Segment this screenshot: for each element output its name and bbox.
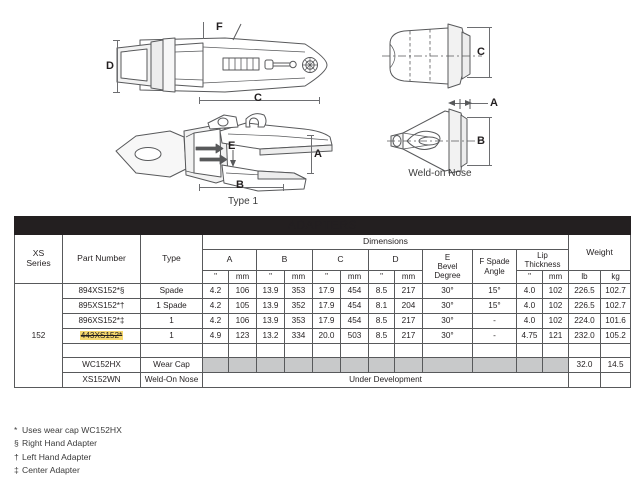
dimension-ext-nose-c-top: [467, 27, 492, 28]
header-f-line2: Angle: [484, 266, 505, 276]
dimension-tick-d-top: [113, 40, 120, 41]
dimension-label-nose-c: C: [477, 46, 486, 58]
dimension-tick-b-left: [199, 184, 200, 191]
cell-weight-kg: 102.7: [601, 299, 631, 314]
cell-a-mm: 106: [229, 314, 257, 329]
cell-part-number[interactable]: [63, 284, 141, 299]
dimension-tick-d-bottom: [113, 92, 120, 93]
dimension-ext-nose-b-top: [467, 117, 492, 118]
footnote-symbol: §: [14, 438, 19, 449]
cell-type: 1: [141, 314, 203, 329]
cell-c-mm: 454: [341, 299, 369, 314]
cell-a-mm: 106: [229, 284, 257, 299]
cell-type: Spade: [141, 284, 203, 299]
cell-type: 1 Spade: [141, 299, 203, 314]
weld-on-nose-side-view-drawing: [382, 22, 492, 92]
cell-shaded: [423, 358, 473, 373]
unit-d-mm: mm: [395, 271, 423, 284]
spacer-cell: [257, 344, 285, 358]
nose-view-caption: Weld-on Nose: [408, 168, 472, 179]
cell-b-mm: 352: [285, 299, 313, 314]
dimension-line-nose-b: [489, 117, 490, 165]
cell-shaded: [257, 358, 285, 373]
cell-e-bevel: 30°: [423, 284, 473, 299]
spacer-cell: [285, 344, 313, 358]
cell-b-in: 13.9: [257, 284, 285, 299]
cell-d-in: 8.5: [369, 314, 395, 329]
spacer-cell: [569, 344, 601, 358]
header-xs-series: [15, 235, 63, 284]
cell-d-mm: 217: [395, 314, 423, 329]
table-title: ADAPTERS: [15, 217, 631, 235]
cell-shaded: [543, 358, 569, 373]
dimension-label-e: E: [228, 140, 236, 152]
table-title-row: [15, 217, 631, 235]
header-type: Type: [141, 235, 203, 284]
cell-d-in: 8.5: [369, 329, 395, 344]
cell-part-number[interactable]: XS152WN: [63, 373, 141, 388]
dimension-line-a: [311, 135, 312, 173]
dimension-label-b: B: [236, 179, 245, 191]
cell-b-mm: 334: [285, 329, 313, 344]
spacer-cell: [601, 344, 631, 358]
cell-shaded: [517, 358, 543, 373]
header-xs-series-line1: XS: [32, 248, 45, 259]
table-row[interactable]: [15, 314, 631, 329]
cell-shaded: [369, 358, 395, 373]
cell-d-in: 8.5: [369, 284, 395, 299]
cell-weight-kg: 101.6: [601, 314, 631, 329]
unit-c-mm: mm: [341, 271, 369, 284]
cell-lip-mm: 102: [543, 314, 569, 329]
part-number-text-highlighted: 443XS152*: [80, 331, 123, 341]
cell-weight-kg: 14.5: [601, 358, 631, 373]
cell-a-in: 4.2: [203, 299, 229, 314]
cell-shaded: [229, 358, 257, 373]
cell-d-mm: 217: [395, 329, 423, 344]
cell-a-mm: 105: [229, 299, 257, 314]
spacer-cell: [423, 344, 473, 358]
table-row[interactable]: [15, 299, 631, 314]
cell-lip-in: 4.75: [517, 329, 543, 344]
spacer-cell: [141, 344, 203, 358]
header-e-line1: E: [444, 252, 451, 262]
spacer-cell: [203, 344, 229, 358]
cell-lip-mm: 121: [543, 329, 569, 344]
table-row[interactable]: [15, 329, 631, 344]
header-dimensions: Dimensions: [203, 235, 569, 250]
cell-b-mm: 353: [285, 314, 313, 329]
header-e-line2: Bevel: [437, 261, 458, 271]
unit-weight-lb: lb: [569, 271, 601, 284]
footnote-item: [14, 464, 122, 477]
cell-part-number[interactable]: WC152HX: [63, 358, 141, 373]
footnote-symbol: ‡: [14, 464, 19, 475]
cell-shaded: [395, 358, 423, 373]
cell-a-in: 4.2: [203, 284, 229, 299]
cell-xs-series: 152: [15, 284, 63, 388]
adapters-table: [14, 216, 631, 388]
dimension-leader-e-arrow: [229, 150, 239, 168]
header-lip-line2: Thickness: [524, 260, 561, 269]
spacer-cell: [517, 344, 543, 358]
cell-c-mm: 503: [341, 329, 369, 344]
header-dim-a: A: [203, 250, 257, 271]
dimension-line-d: [117, 40, 118, 92]
dimension-label-c: C: [254, 92, 263, 104]
technical-drawings-area: [0, 0, 640, 215]
cell-weight-kg: [601, 373, 631, 388]
cell-lip-mm: 102: [543, 284, 569, 299]
table-row-wear-cap[interactable]: [15, 358, 631, 373]
dimension-tick-a-top: [307, 135, 314, 136]
cell-weight-lb: 226.5: [569, 299, 601, 314]
cell-weight-lb: 226.5: [569, 284, 601, 299]
cell-f-spade: 15°: [473, 284, 517, 299]
cell-type: Wear Cap: [141, 358, 203, 373]
cell-shaded: [285, 358, 313, 373]
cell-shaded: [473, 358, 517, 373]
unit-weight-kg: kg: [601, 271, 631, 284]
table-spacer-row: [15, 344, 631, 358]
cell-f-spade: -: [473, 314, 517, 329]
cell-d-in: 8.1: [369, 299, 395, 314]
unit-a-mm: mm: [229, 271, 257, 284]
unit-a-in: ": [203, 271, 229, 284]
cell-lip-in: 4.0: [517, 284, 543, 299]
cell-a-in: 4.2: [203, 314, 229, 329]
cell-b-in: 13.2: [257, 329, 285, 344]
dimension-label-d: D: [106, 60, 115, 72]
cell-f-spade: 15°: [473, 299, 517, 314]
cell-part-number[interactable]: [63, 314, 141, 329]
cell-weight-lb: [569, 373, 601, 388]
footnotes-list: [14, 424, 122, 477]
cell-status-under-development: Under Development: [203, 373, 569, 388]
cell-a-mm: 123: [229, 329, 257, 344]
spacer-cell: [369, 344, 395, 358]
dimension-tick-c-left: [199, 97, 200, 104]
dimension-leader-f-slash: [231, 22, 253, 42]
table-group-header-row: [15, 235, 631, 250]
header-dim-d: D: [369, 250, 423, 271]
cell-d-mm: 217: [395, 284, 423, 299]
unit-lip-in: ": [517, 271, 543, 284]
header-lip-line1: Lip: [537, 250, 548, 260]
spacer-cell: [543, 344, 569, 358]
dimension-label-nose-a: A: [490, 97, 499, 109]
footnote-item: [14, 451, 122, 464]
cell-weight-kg: 105.2: [601, 329, 631, 344]
spacer-cell: [229, 344, 257, 358]
cell-weight-kg: 102.7: [601, 284, 631, 299]
cell-lip-in: 4.0: [517, 314, 543, 329]
header-xs-series-line2: Series: [26, 258, 51, 268]
footnote-text: Center Adapter: [22, 464, 80, 475]
cell-type: Weld-On Nose: [141, 373, 203, 388]
cell-b-mm: 353: [285, 284, 313, 299]
cell-shaded: [203, 358, 229, 373]
dimension-line-nose-c: [489, 27, 490, 77]
cell-shaded: [313, 358, 341, 373]
dimension-label-f: F: [216, 21, 223, 33]
header-f-line1: F Spade: [479, 257, 510, 267]
footnote-symbol: †: [14, 451, 19, 462]
footnote-symbol: *: [14, 425, 18, 435]
cell-c-in: 17.9: [313, 314, 341, 329]
dimension-label-nose-b: B: [477, 135, 486, 147]
footnote-text: Uses wear cap WC152HX: [22, 425, 122, 435]
cell-weight-lb: 224.0: [569, 314, 601, 329]
part-number-text: 896XS152*‡: [78, 316, 125, 326]
footnote-text: Right Hand Adapter: [22, 438, 98, 449]
cell-c-in: 17.9: [313, 284, 341, 299]
header-e-line3: Degree: [434, 271, 461, 281]
footnote-text: Left Hand Adapter: [22, 451, 92, 462]
part-number-text: 894XS152*§: [78, 286, 125, 296]
unit-lip-mm: mm: [543, 271, 569, 284]
cell-c-mm: 454: [341, 284, 369, 299]
header-f-spade-angle: [473, 250, 517, 284]
table-row[interactable]: [15, 284, 631, 299]
cell-shaded: [341, 358, 369, 373]
spacer-cell: [63, 344, 141, 358]
dimension-tick-b-right: [283, 184, 284, 191]
header-e-bevel-degree: [423, 250, 473, 284]
cell-part-number[interactable]: [63, 299, 141, 314]
dimension-ext-nose-b-bottom: [467, 165, 492, 166]
dimension-leader-f: [203, 22, 204, 39]
header-dim-b: B: [257, 250, 313, 271]
cell-b-in: 13.9: [257, 314, 285, 329]
cell-b-in: 13.9: [257, 299, 285, 314]
cell-e-bevel: 30°: [423, 314, 473, 329]
header-dim-c: C: [313, 250, 369, 271]
unit-d-in: ": [369, 271, 395, 284]
main-view-caption: Type 1: [227, 196, 259, 207]
cell-lip-in: 4.0: [517, 299, 543, 314]
cell-weight-lb: 232.0: [569, 329, 601, 344]
cell-c-in: 17.9: [313, 299, 341, 314]
spacer-cell: [341, 344, 369, 358]
header-part-number: Part Number: [63, 235, 141, 284]
table-row-weld-on-nose[interactable]: [15, 373, 631, 388]
unit-b-in: ": [257, 271, 285, 284]
footnote-item: [14, 424, 122, 437]
footnote-item: [14, 437, 122, 450]
dimension-label-a: A: [314, 148, 323, 160]
cell-c-in: 20.0: [313, 329, 341, 344]
cell-e-bevel: 30°: [423, 329, 473, 344]
dimension-tick-a-bottom: [307, 173, 314, 174]
cell-d-mm: 204: [395, 299, 423, 314]
unit-c-in: ": [313, 271, 341, 284]
spacer-cell: [395, 344, 423, 358]
cell-type: 1: [141, 329, 203, 344]
adapters-table-wrap: [14, 216, 626, 388]
spacer-cell: [473, 344, 517, 358]
cell-a-in: 4.9: [203, 329, 229, 344]
cell-weight-lb: 32.0: [569, 358, 601, 373]
dimension-tick-c-right: [319, 97, 320, 104]
dimension-arrows-nose-a: [448, 99, 492, 109]
unit-b-mm: mm: [285, 271, 313, 284]
cell-part-number[interactable]: [63, 329, 141, 344]
header-weight: Weight: [569, 235, 631, 271]
cell-f-spade: -: [473, 329, 517, 344]
dimension-ext-nose-c-bottom: [467, 77, 492, 78]
part-number-text: 895XS152*†: [78, 301, 125, 311]
cell-lip-mm: 102: [543, 299, 569, 314]
cell-c-mm: 454: [341, 314, 369, 329]
cell-e-bevel: 30°: [423, 299, 473, 314]
adapter-top-view-drawing: [105, 18, 355, 113]
header-lip-thickness: [517, 250, 569, 271]
spacer-cell: [313, 344, 341, 358]
